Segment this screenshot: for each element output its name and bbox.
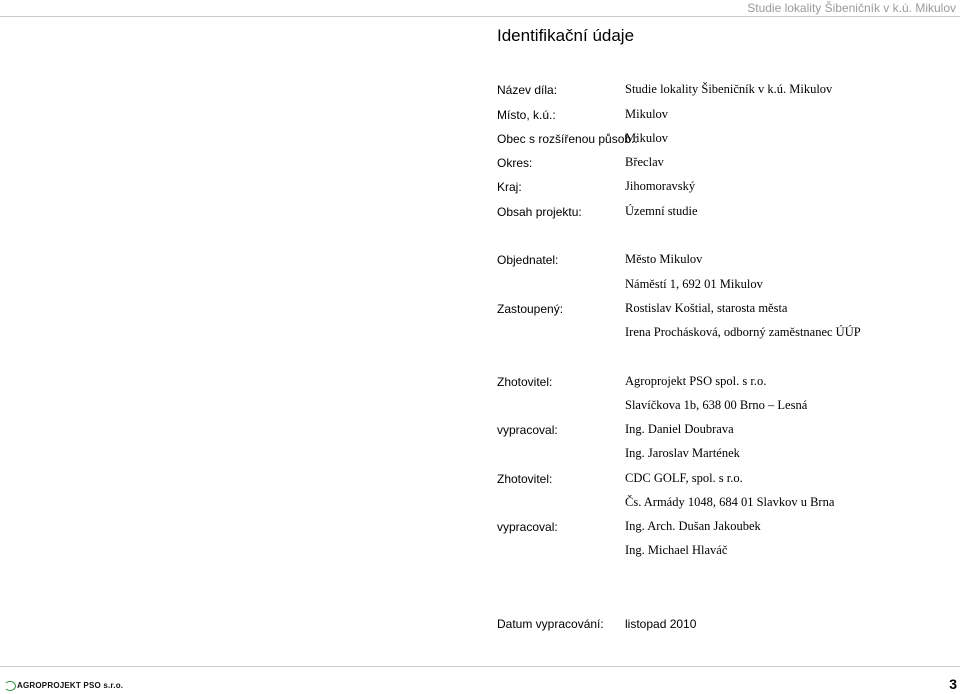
representative-2: Irena Prochásková, odborný zaměstnanec ÚÚP bbox=[625, 325, 861, 339]
zhotovitel-2-address: Čs. Armády 1048, 684 01 Slavkov u Brna bbox=[625, 495, 835, 509]
zhotovitel-2-label: Zhotovitel: bbox=[497, 472, 553, 486]
zastoupeny-label: Zastoupený: bbox=[497, 302, 564, 316]
datum-label: Datum vypracování: bbox=[497, 617, 604, 631]
page-number: 3 bbox=[949, 676, 957, 692]
objednatel-label: Objednatel: bbox=[497, 253, 559, 267]
vypracoval-2-label: vypracoval: bbox=[497, 520, 558, 534]
logo-swoosh-icon bbox=[4, 680, 16, 690]
company-logo bbox=[4, 679, 123, 691]
kraj-label: Kraj: bbox=[497, 180, 522, 194]
objednatel-address: Náměstí 1, 692 01 Mikulov bbox=[625, 277, 763, 291]
vypracoval-2-author-1: Ing. Arch. Dušan Jakoubek bbox=[625, 519, 761, 533]
misto-label: Místo, k.ú.: bbox=[497, 108, 556, 122]
header-divider bbox=[0, 16, 960, 17]
zhotovitel-1-address: Slavíčkova 1b, 638 00 Brno – Lesná bbox=[625, 398, 808, 412]
okres-label: Okres: bbox=[497, 156, 533, 170]
datum-value: listopad 2010 bbox=[625, 617, 697, 631]
vypracoval-1-label: vypracoval: bbox=[497, 423, 558, 437]
obec-value: Mikulov bbox=[625, 131, 669, 145]
zhotovitel-1-name: Agroprojekt PSO spol. s r.o. bbox=[625, 374, 767, 388]
nazev-dila-label: Název díla: bbox=[497, 83, 558, 97]
okres-value: Břeclav bbox=[625, 155, 664, 169]
obsah-value: Územní studie bbox=[625, 204, 698, 218]
obsah-label: Obsah projektu: bbox=[497, 205, 582, 219]
zhotovitel-1-label: Zhotovitel: bbox=[497, 375, 553, 389]
vypracoval-1-author-2: Ing. Jaroslav Martének bbox=[625, 446, 740, 460]
nazev-dila-value: Studie lokality Šibeničník v k.ú. Mikulov bbox=[625, 82, 833, 96]
logo-text: AGROPROJEKT PSO s.r.o. bbox=[17, 680, 124, 690]
vypracoval-1-author-1: Ing. Daniel Doubrava bbox=[625, 422, 734, 436]
obec-label: Obec s rozšířenou působ.: bbox=[497, 132, 638, 146]
representative-1: Rostislav Koštial, starosta města bbox=[625, 301, 788, 315]
zhotovitel-2-name: CDC GOLF, spol. s r.o. bbox=[625, 471, 743, 485]
header-title: Studie lokality Šibeničník v k.ú. Mikulov bbox=[747, 1, 956, 15]
vypracoval-2-author-2: Ing. Michael Hlaváč bbox=[625, 543, 728, 557]
kraj-value: Jihomoravský bbox=[625, 179, 696, 193]
misto-value: Mikulov bbox=[625, 107, 669, 121]
objednatel-name: Město Mikulov bbox=[625, 252, 703, 266]
page-title: Identifikační údaje bbox=[497, 26, 635, 45]
footer-divider bbox=[0, 666, 960, 667]
